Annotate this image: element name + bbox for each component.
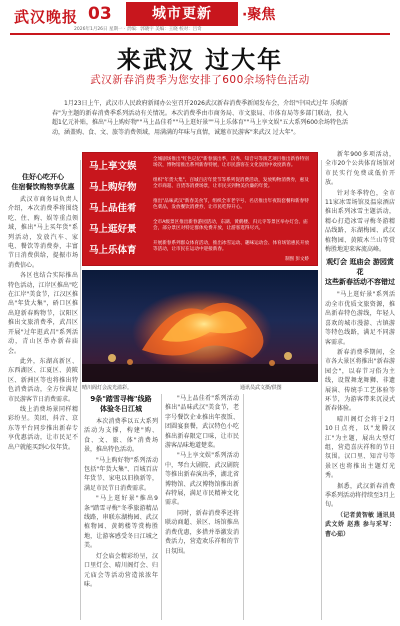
feature-box: [82, 152, 318, 266]
feature-desc: 全市A级景区推出新春游园活动，东湖、黄鹤楼、归元寺等景区举办灯会、庙会，部分景区对特定群体免费开放，让游客逛得尽兴。: [153, 220, 308, 232]
feature-row: [83, 156, 319, 176]
page-number: 03: [88, 4, 112, 24]
paragraph: 线上消费场景同样精彩纷呈。美团、抖音、京东等平台同步推出新春专享优惠活动，让市民足不出户就能买到心仪年货。: [8, 405, 78, 451]
photo-caption: 晴川阁灯会流光溢彩。: [82, 385, 133, 391]
masthead: 武汉晚报: [14, 8, 79, 26]
section-title: 城市更新: [126, 2, 238, 26]
paragraph: 据悉，武汉新春消费季系列活动将持续至3月上旬。: [325, 482, 395, 509]
middle-right-column: [165, 394, 239, 557]
column-divider: [243, 394, 244, 620]
feature-key: 马上逛好景: [89, 224, 137, 235]
lead-paragraph: 1月23日上午，武汉市人民政府新闻办公室召开2026武汉新春消费季新闻发布会，介绍"中国式过年 乐购新春"为主题的新春消费季系列活动有关情况。本次消费季由市商务局、市文旅局、市体育局等多部门联动，投入超1亿元补贴，推出"马上购好物""马上品佳肴""马上逛好景""马上乐体育""马上享文娱"五大系列600余场特色活动，涵盖购、食、文、旅等消费领域，用满满的年味与真情，诚邀市民游客"来武汉 过大年"。: [52, 100, 348, 136]
header-divider: [10, 33, 390, 35]
dateline: 2026年1月26日 星期一 · 责编：郭晓宇 美编：王晓 校对：吕奇: [74, 27, 202, 32]
subheadline: 武汉新春消费季为您安排了600余场特色活动: [90, 74, 310, 86]
feature-desc: 全城剧场推出"红色记忆"新春演出季，汉秀、知音号等演艺项目推出新春特别场次，博物馆推出系列新春特展，让市民游客在文化氛围中欢度新春。: [153, 157, 309, 169]
paragraph: 新年900多项活动，全市20个公共体育场馆对市民实行免费或低价开放。: [325, 151, 395, 187]
feature-row: [83, 219, 319, 239]
paragraph: "马上逛好景"系列活动全市优质文旅资源，推出新春特色游线，年轻人喜欢的城市漫游、古镇游等特色线路，满足不同游客需求。: [325, 291, 395, 346]
paragraph: 新春消费季期间，全市各大景区将推出"新春游园会"，以春节习俗为主线，设置舞龙舞狮、非遗展演、传统手工艺体验等环节，为游客带来沉浸式新春体验。: [325, 348, 395, 413]
paragraph: 灯会庙会精彩纷呈，汉口里灯会、晴川阁灯会、归元庙会等活动营造浓浓年味。: [84, 552, 158, 588]
feature-desc: 开展新春系列群众体育活动，推出冰雪运动、趣味运动会、体育场馆惠民开放等活动，让市民在运动中迎接新春。: [153, 241, 310, 253]
page-header: [0, 0, 400, 34]
paragraph: 武汉市商务局负责人介绍，本次消费季将围绕吃、住、购、娱等重点领域，推出"马上买年货"系列活动，发放汽车、家电、餐饮等消费券，丰富节日消费供给，提振市场消费信心。: [8, 196, 78, 269]
paragraph: "马上品佳肴"系列活动推出"品味武汉"美食节，老字号餐饮企业推出年夜饭、团圆宴套餐，武汉特色小吃推出新春限定口味，让市民游客品味地道楚菜。: [165, 395, 239, 450]
paragraph: "马上享文娱"系列活动中，琴台大剧院、武汉剧院等推出新春演出季，湖北省博物馆、武汉博物馆推出新春特展，满足市民精神文化需求。: [165, 452, 239, 507]
photo-credit: 通讯员武文摄/供图: [240, 385, 282, 391]
paragraph: 此外，东湖高新区、东西湖区、江夏区、黄陂区、新洲区等也将推出特色消费活动，全方位满足市民游客节日消费需求。: [8, 357, 78, 403]
left-column-heading: 住好心吃开心: [22, 173, 64, 181]
feature-credit: 制图 彭文娇: [285, 257, 309, 262]
photo-illustration: [82, 270, 318, 382]
feature-key: 马上品佳肴: [89, 203, 137, 214]
paragraph: "马上逛好景"推出9条"踏雪寻梅"冬季旅游精品线路，串联东湖梅园、武汉植物园、黄鹤楼等赏梅胜地，让游客感受冬日江城之美。: [84, 495, 158, 550]
feature-key: 马上购好物: [89, 182, 137, 193]
headline: 来武汉 过大年: [116, 46, 284, 74]
right-column-subheading: 这些新春活动不容错过: [325, 278, 395, 287]
right-column-heading: 观灯会 逛庙会 游园赏花: [326, 258, 394, 277]
paragraph: 各区也结合实际推出特色活动，江岸区推出"吃在江岸"美食节，江汉区推出"年货大集"，硚口区推出迎新春购物节，汉阳区推出文旅消费季，武昌区开展"过年逛武昌"系列活动，青山区举办新春庙会。: [8, 272, 78, 355]
feature-row: [83, 240, 319, 260]
feature-key: 马上享文娱: [89, 161, 137, 172]
feature-desc: 组织"年货大集"、百城百店年货节等系列促消费活动，发放购物消费券，惠及全市商超、百货等消费场景，让市民买到物美价廉的年货。: [153, 178, 309, 190]
feature-key: 马上乐体育: [89, 245, 137, 256]
middle-left-subheading: 体验冬日江城: [100, 405, 142, 413]
paragraph: 晴川阁灯会将于2月10日点亮，以"龙腾汉江"为主题，展出大型灯组，营造喜庆祥和的节日氛围。汉口里、知音号等景区也将推出主题灯光秀。: [325, 415, 395, 480]
feature-desc: 推出"品味武汉"新春美食节，组织全市老字号、名店推出年夜饭套餐和新春特色菜品，发放餐饮消费券，让市民吃得开心。: [153, 199, 309, 211]
paragraph: 针对冬季特色，全市11家冰雪场馆及温泉酒店推出系列冰雪主题活动，精心打造冰雪寻梅冬游精品线路，东湖梅园、武汉植物园、黄陂木兰山等赏梅胜地迎来客流高峰。: [325, 189, 395, 254]
right-column: [325, 150, 395, 540]
paragraph: "马上购好物"系列活动包括"年货大集"、百城百店年货节、家电以旧换新等，满足市民节日消费需求。: [84, 456, 158, 492]
left-column-subheading: 住宿餐饮购物享优惠: [11, 183, 75, 191]
column-divider: [80, 160, 81, 620]
feature-row: [83, 177, 319, 197]
paragraph: 同时，新春消费季还将联动商超、景区、场馆推出消费优惠，多措并举激发消费活力，营造欢乐祥和的节日氛围。: [165, 509, 239, 555]
column-divider: [321, 160, 322, 620]
lantern-festival-photo: [82, 270, 318, 382]
column-divider: [161, 394, 162, 620]
feature-row: [83, 198, 319, 218]
byline: （记者黄智敏 通讯员武文娇 赵燕 参与采写：曹心茹）: [325, 511, 395, 538]
paragraph: 本次消费季以五大系列活动为支撑，构建"购、食、文、旅、体"消费场景，推出特色活动。: [84, 418, 158, 454]
middle-left-heading: 9条"踏雪寻梅"线路: [90, 395, 152, 403]
left-column: [8, 172, 78, 453]
section-tag: ·聚焦: [242, 7, 276, 23]
middle-left-column: [84, 394, 158, 590]
